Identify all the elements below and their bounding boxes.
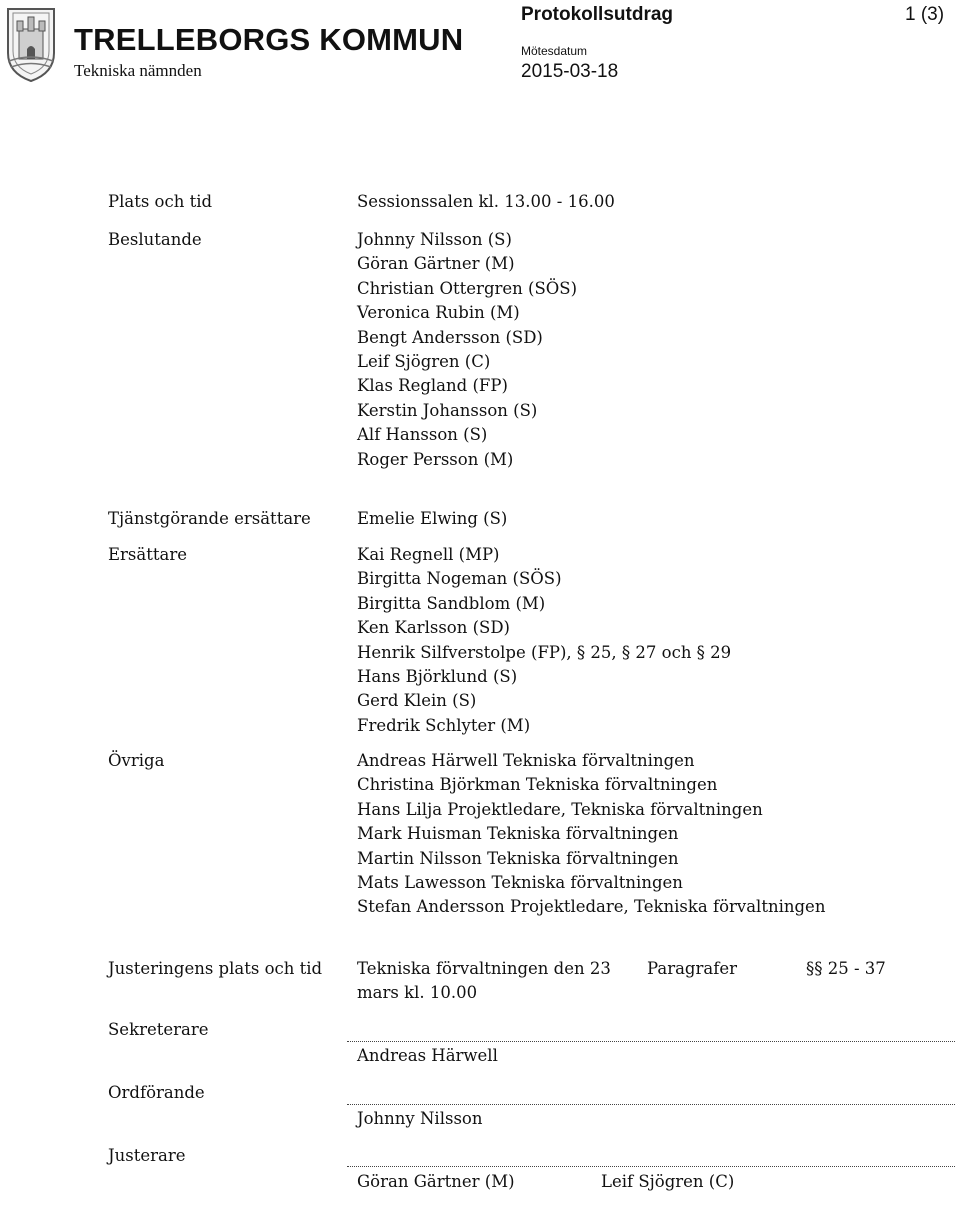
chair-signature-line (347, 1104, 955, 1105)
substitutes-list (357, 543, 731, 738)
list-item: Alf Hansson (S) (357, 425, 488, 445)
list-item: Kai Regnell (MP) (357, 545, 500, 564)
secretary-label: Sekreterare (108, 1020, 209, 1039)
adjustment-value (357, 957, 611, 1006)
list-item: Klas Regland (FP) (357, 376, 508, 396)
paragraphs-label: Paragrafer (647, 959, 737, 978)
list-item: Bengt Andersson (SD) (357, 327, 543, 347)
list-item: Henrik Silfverstolpe (FP), § 25, § 27 och § 29 (357, 642, 732, 662)
municipality-name: TRELLEBORGS KOMMUN (74, 22, 464, 57)
list-item: Birgitta Sandblom (M) (357, 593, 546, 613)
paragraphs-value: §§ 25 - 37 (806, 959, 886, 978)
list-item: Andreas Härwell Tekniska förvaltningen (357, 751, 695, 770)
list-item: Birgitta Nogeman (SÖS) (357, 569, 562, 589)
secretary-signature-line (347, 1041, 955, 1042)
list-item: Hans Lilja Projektledare, Tekniska förvaltningen (357, 799, 763, 819)
chair-label: Ordförande (108, 1083, 205, 1102)
adjustment-label: Justeringens plats och tid (108, 959, 323, 978)
serving-substitute-value: Emelie Elwing (S) (357, 509, 508, 528)
adjuster-name-2: Leif Sjögren (C) (601, 1172, 735, 1191)
department-name: Tekniska nämnden (74, 61, 202, 80)
list-item: Veronica Rubin (M) (357, 303, 520, 323)
others-list (357, 749, 825, 920)
municipality-crest-logo (5, 3, 57, 83)
chair-name: Johnny Nilsson (357, 1109, 483, 1128)
page-number: 1 (3) (905, 4, 945, 25)
place-label: Plats och tid (108, 192, 213, 211)
list-item: Mark Huisman Tekniska förvaltningen (357, 824, 679, 844)
adjuster-label: Justerare (108, 1146, 186, 1165)
adjuster-signature-line (347, 1166, 955, 1167)
list-item: Kerstin Johansson (S) (357, 400, 538, 420)
meeting-date: 2015-03-18 (521, 61, 619, 82)
adjustment-value-line: Tekniska förvaltningen den 23 (357, 959, 611, 978)
serving-substitute-label: Tjänstgörande ersättare (108, 509, 311, 528)
list-item: Martin Nilsson Tekniska förvaltningen (357, 848, 679, 868)
list-item: Roger Persson (M) (357, 449, 514, 469)
list-item: Mats Lawesson Tekniska förvaltningen (357, 873, 683, 893)
adjustment-value-line: mars kl. 10.00 (357, 983, 478, 1003)
meeting-date-label: Mötesdatum (521, 44, 588, 58)
list-item: Fredrik Schlyter (M) (357, 715, 531, 735)
deciding-list (357, 228, 577, 472)
list-item: Stefan Andersson Projektledare, Tekniska förvaltningen (357, 897, 826, 917)
list-item: Christian Ottergren (SÖS) (357, 278, 578, 298)
list-item: Johnny Nilsson (S) (357, 230, 512, 249)
list-item: Göran Gärtner (M) (357, 254, 515, 274)
list-item: Leif Sjögren (C) (357, 352, 491, 372)
place-value: Sessionssalen kl. 13.00 - 16.00 (357, 192, 615, 211)
deciding-label: Beslutande (108, 230, 202, 249)
document-type: Protokollsutdrag (521, 4, 674, 25)
list-item: Christina Björkman Tekniska förvaltningen (357, 775, 718, 795)
list-item: Gerd Klein (S) (357, 691, 477, 711)
adjuster-name-1: Göran Gärtner (M) (357, 1172, 515, 1191)
secretary-name: Andreas Härwell (357, 1046, 498, 1065)
others-label: Övriga (108, 751, 165, 770)
list-item: Ken Karlsson (SD) (357, 618, 510, 638)
substitutes-label: Ersättare (108, 545, 187, 564)
list-item: Hans Björklund (S) (357, 667, 518, 687)
